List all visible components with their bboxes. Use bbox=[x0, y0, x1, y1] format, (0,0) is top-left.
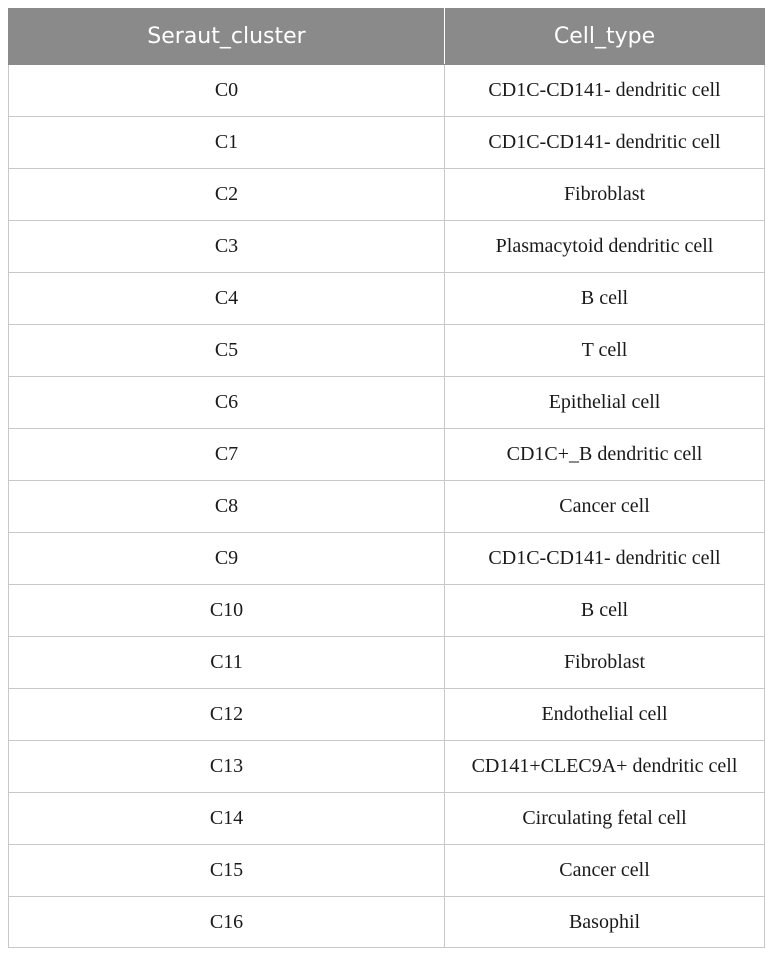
header-cell-type: Cell_type bbox=[445, 9, 765, 65]
cluster-cell: C4 bbox=[9, 273, 445, 325]
cell-type-cell: CD141+CLEC9A+ dendritic cell bbox=[445, 741, 765, 793]
cluster-cell: C8 bbox=[9, 481, 445, 533]
cell-type-cell: Cancer cell bbox=[445, 481, 765, 533]
cluster-cell: C9 bbox=[9, 533, 445, 585]
table-row bbox=[9, 533, 765, 585]
cluster-cell: C16 bbox=[9, 897, 445, 948]
cell-type-cell: Epithelial cell bbox=[445, 377, 765, 429]
cluster-cell: C6 bbox=[9, 377, 445, 429]
cell-type-cell: Endothelial cell bbox=[445, 689, 765, 741]
cluster-cell: C14 bbox=[9, 793, 445, 845]
table-row bbox=[9, 325, 765, 377]
table-row bbox=[9, 897, 765, 948]
table-row bbox=[9, 117, 765, 169]
table-row bbox=[9, 429, 765, 481]
cluster-cell: C11 bbox=[9, 637, 445, 689]
table-row bbox=[9, 793, 765, 845]
cluster-cell: C3 bbox=[9, 221, 445, 273]
table-body bbox=[9, 65, 765, 948]
cell-type-cell: Plasmacytoid dendritic cell bbox=[445, 221, 765, 273]
table-row bbox=[9, 377, 765, 429]
cell-type-cell: CD1C+_B dendritic cell bbox=[445, 429, 765, 481]
table-row bbox=[9, 169, 765, 221]
cell-type-cell: B cell bbox=[445, 585, 765, 637]
cluster-cell: C7 bbox=[9, 429, 445, 481]
cluster-cell: C12 bbox=[9, 689, 445, 741]
cluster-cell: C1 bbox=[9, 117, 445, 169]
table-row bbox=[9, 637, 765, 689]
table-row bbox=[9, 585, 765, 637]
cell-type-cell: Cancer cell bbox=[445, 845, 765, 897]
table-row bbox=[9, 741, 765, 793]
table-row bbox=[9, 481, 765, 533]
cluster-cell: C15 bbox=[9, 845, 445, 897]
table-row bbox=[9, 221, 765, 273]
table-row bbox=[9, 273, 765, 325]
header-seraut-cluster: Seraut_cluster bbox=[9, 9, 445, 65]
table-row bbox=[9, 65, 765, 117]
cell-type-cell: Fibroblast bbox=[445, 169, 765, 221]
cell-type-cell: Circulating fetal cell bbox=[445, 793, 765, 845]
table-row bbox=[9, 689, 765, 741]
cell-type-cell: CD1C-CD141- dendritic cell bbox=[445, 117, 765, 169]
table-row bbox=[9, 845, 765, 897]
table-header bbox=[9, 9, 765, 65]
cluster-cell: C10 bbox=[9, 585, 445, 637]
cell-type-cell: Basophil bbox=[445, 897, 765, 948]
cluster-cell: C5 bbox=[9, 325, 445, 377]
cluster-cell: C13 bbox=[9, 741, 445, 793]
cell-type-cell: CD1C-CD141- dendritic cell bbox=[445, 533, 765, 585]
cell-type-cell: CD1C-CD141- dendritic cell bbox=[445, 65, 765, 117]
cell-type-cell: T cell bbox=[445, 325, 765, 377]
cluster-cell: C2 bbox=[9, 169, 445, 221]
cell-type-cell: B cell bbox=[445, 273, 765, 325]
cluster-cell-type-table bbox=[8, 8, 765, 948]
cell-type-cell: Fibroblast bbox=[445, 637, 765, 689]
header-row bbox=[9, 9, 765, 65]
cluster-cell: C0 bbox=[9, 65, 445, 117]
